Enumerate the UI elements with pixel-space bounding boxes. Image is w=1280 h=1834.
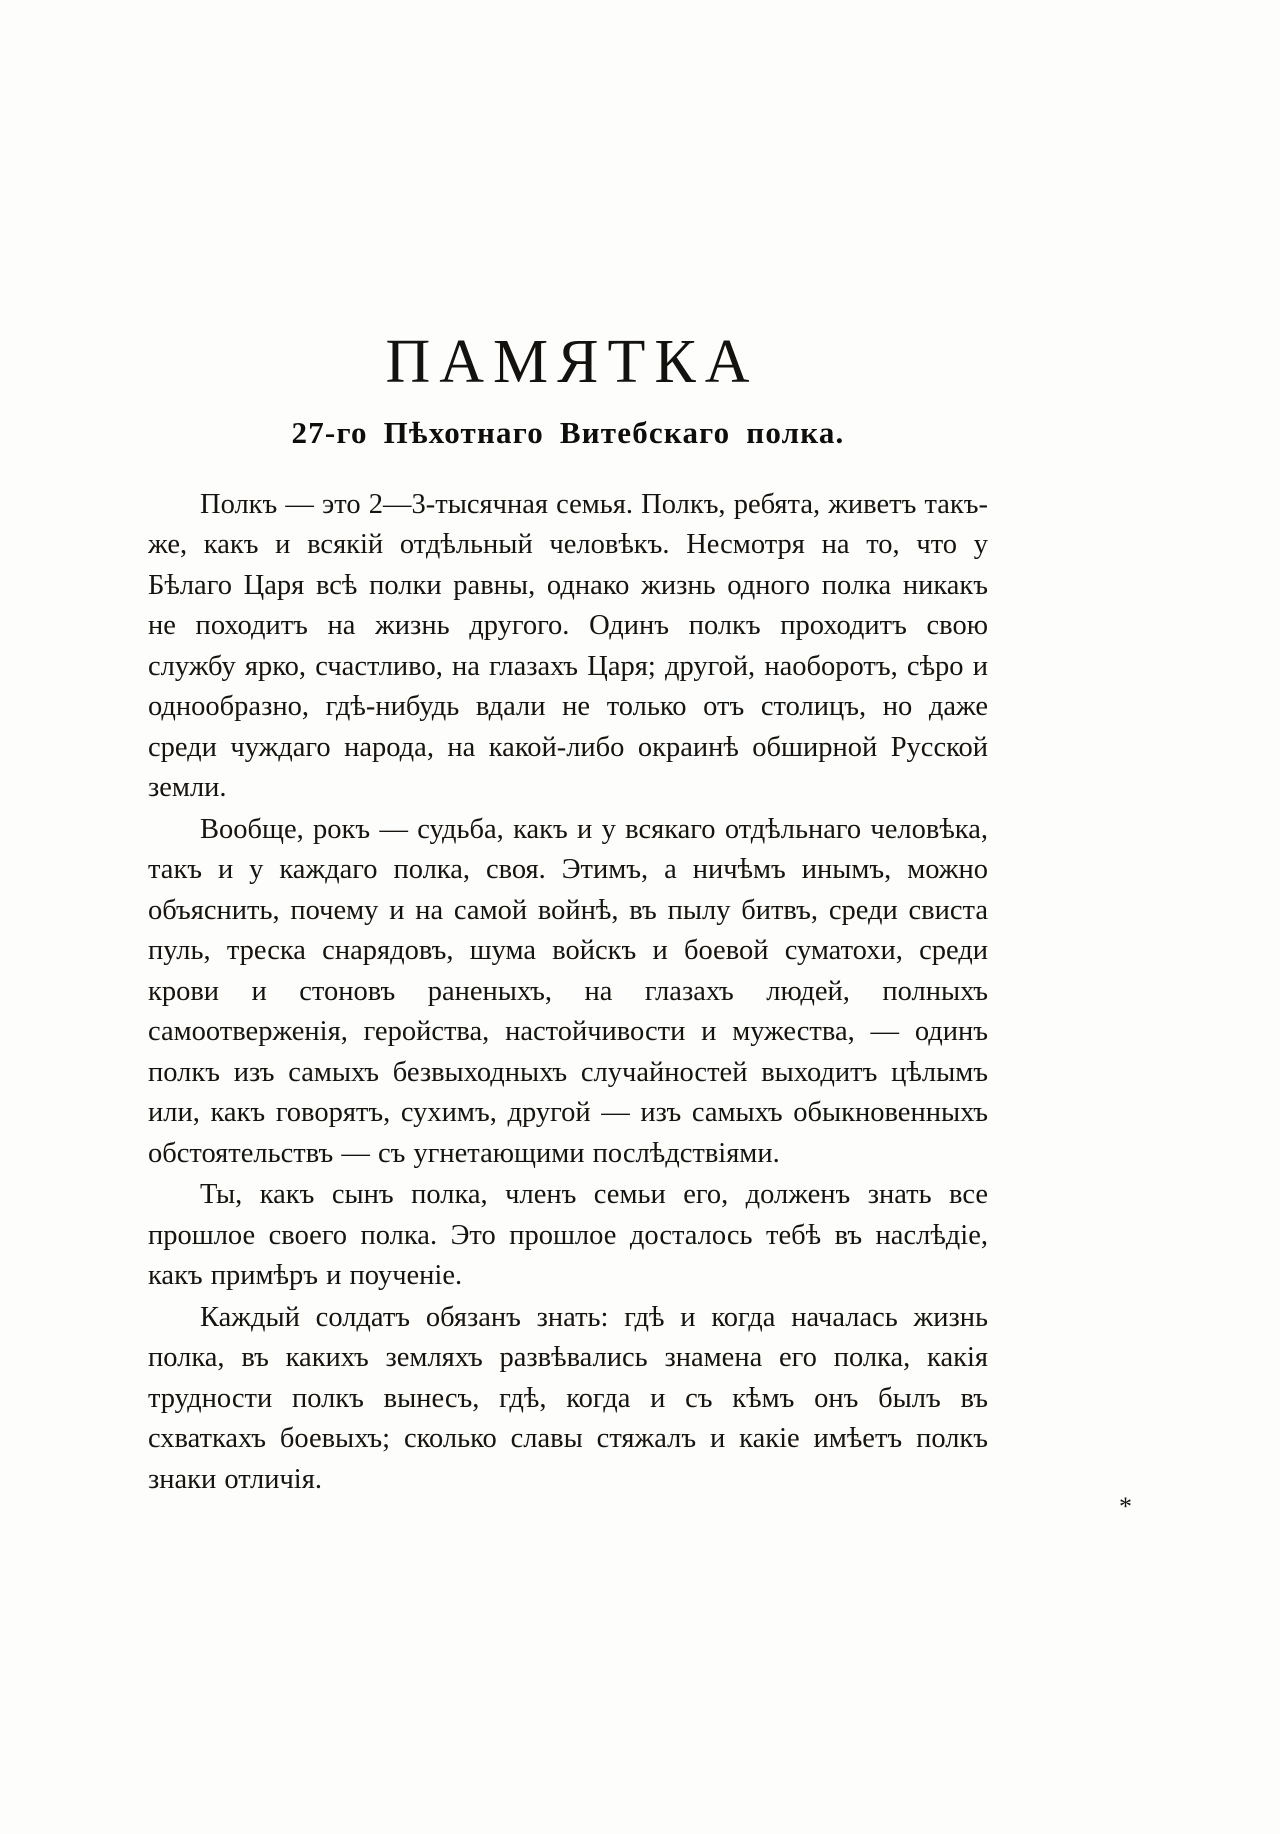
paragraph: Каждый солдатъ обязанъ знать: гдѣ и когда началась жизнь полка, въ какихъ земляхъ развѣвались знамена его полка, какiя трудности полкъ вынесъ, гдѣ, когда и съ кѣмъ онъ былъ въ схваткахъ боевыхъ; сколько славы стяжалъ и какiе имѣетъ полкъ знаки отличiя.: [148, 1301, 988, 1495]
footer-asterisk: *: [1119, 1492, 1132, 1521]
paragraph: Ты, какъ сынъ полка, членъ семьи его, долженъ знать все прошлое своего полка. Это прошлое досталось тебѣ въ наслѣдiе, какъ примѣръ и поученiе.: [148, 1179, 988, 1292]
paragraph: Вообще, рокъ — судьба, какъ и у всякаго отдѣльнаго человѣка, такъ и у каждаго полка, своя. Этимъ, а ничѣмъ инымъ, можно объяснить, почему и на самой войнѣ, въ пылу битвъ, среди свиста пуль, треска снарядовъ, шума войскъ и боевой суматохи, среди крови и стоновъ раненыхъ, на глазахъ людей, полныхъ самоотверженiя, геройства, настойчивости и мужества, — одинъ полкъ изъ самыхъ безвыходныхъ случайностей выходитъ цѣлымъ или, какъ говорятъ, сухимъ, другой — изъ самыхъ обыкновенныхъ обстоятельствъ — съ угнетающими послѣдствiями.: [148, 813, 988, 1169]
page-content: [148, 330, 988, 1501]
page-subtitle: 27-го Пѣхотнаго Витебскаго полка.: [291, 415, 845, 451]
page-title: ПАМЯТКА: [385, 328, 759, 396]
paragraph: Полкъ — это 2—3-тысячная семья. Полкъ, ребята, живетъ такъ-же, какъ и всякiй отдѣльный человѣкъ. Несмотря на то, что у Бѣлаго Царя всѣ полки равны, однако жизнь одного полка никакъ не походитъ на жизнь другого. Одинъ полкъ проходитъ свою службу ярко, счастливо, на глазахъ Царя; другой, наоборотъ, сѣро и однообразно, гдѣ-нибудь вдали не только отъ столицъ, но даже среди чуждаго народа, на какой-либо окраинѣ обширной Русской земли.: [148, 488, 988, 804]
